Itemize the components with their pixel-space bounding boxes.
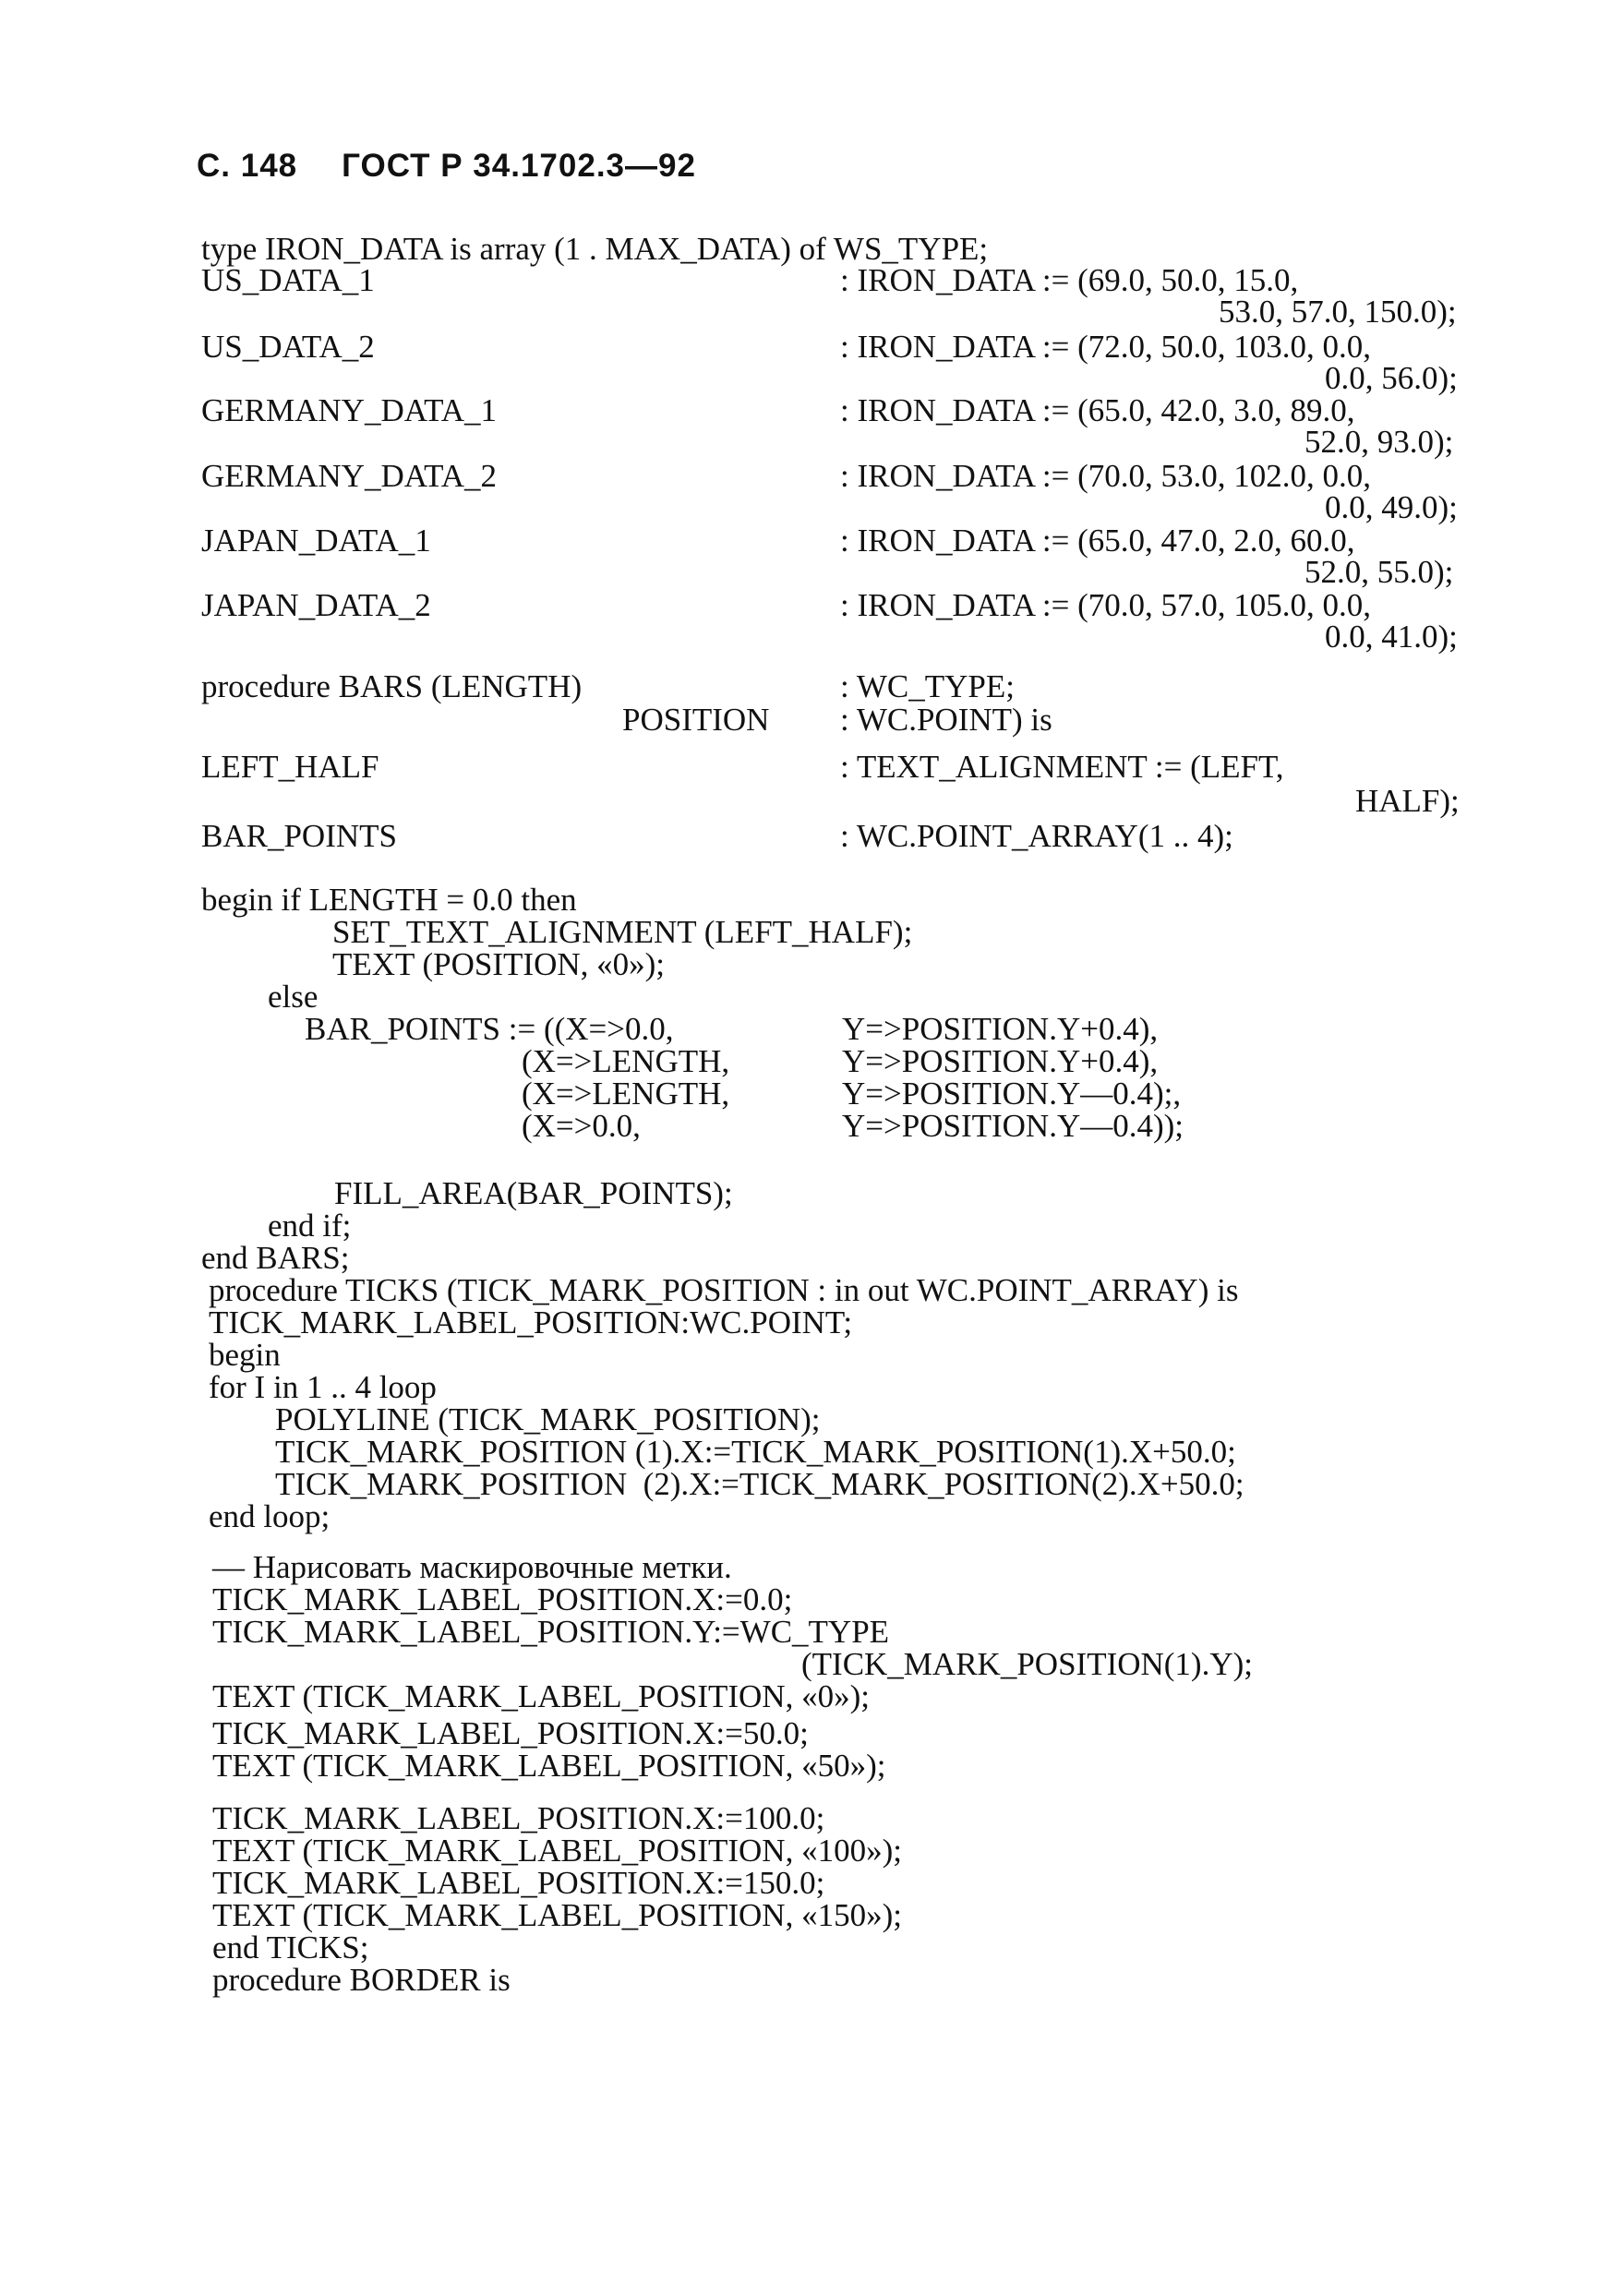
- code-line: HALF);: [1355, 783, 1460, 819]
- code-line: BAR_POINTS := ((X=>0.0,: [305, 1011, 674, 1047]
- code-comment: — Нарисовать маскировочные метки.: [212, 1549, 732, 1585]
- code-line: 52.0, 93.0);: [1304, 424, 1454, 460]
- code-line: end loop;: [209, 1498, 331, 1534]
- code-line: (X=>LENGTH,: [522, 1076, 730, 1112]
- code-line: (X=>LENGTH,: [522, 1043, 730, 1079]
- code-line: 53.0, 57.0, 150.0);: [1219, 294, 1457, 330]
- code-line: TICK_MARK_LABEL_POSITION.X:=0.0;: [212, 1581, 793, 1617]
- code-line: TICK_MARK_LABEL_POSITION.Y:=WC_TYPE: [212, 1614, 890, 1650]
- standard-designation: ГОСТ Р 34.1702.3—92: [342, 148, 696, 184]
- code-line: US_DATA_2: [201, 329, 375, 365]
- code-line: (X=>0.0,: [522, 1108, 641, 1144]
- code-line: TEXT (TICK_MARK_LABEL_POSITION, «0»);: [212, 1678, 870, 1714]
- code-line: begin: [209, 1337, 281, 1373]
- code-line: procedure BORDER is: [212, 1962, 511, 1998]
- code-line: TEXT (TICK_MARK_LABEL_POSITION, «150»);: [212, 1897, 902, 1933]
- code-line: : IRON_DATA := (70.0, 53.0, 102.0, 0.0,: [840, 458, 1371, 494]
- code-line: : IRON_DATA := (65.0, 42.0, 3.0, 89.0,: [840, 392, 1355, 428]
- code-line: end if;: [268, 1208, 352, 1244]
- code-line: procedure TICKS (TICK_MARK_POSITION : in out WC.POINT_ARRAY) is: [209, 1272, 1239, 1308]
- code-line: GERMANY_DATA_2: [201, 458, 497, 494]
- code-line: Y=>POSITION.Y—0.4);,: [842, 1076, 1182, 1112]
- code-line: Y=>POSITION.Y+0.4),: [842, 1043, 1159, 1079]
- code-line: : IRON_DATA := (72.0, 50.0, 103.0, 0.0,: [840, 329, 1371, 365]
- code-line: TICK_MARK_LABEL_POSITION.X:=50.0;: [212, 1715, 809, 1751]
- code-line: begin if LENGTH = 0.0 then: [201, 882, 577, 918]
- code-line: : IRON_DATA := (65.0, 47.0, 2.0, 60.0,: [840, 523, 1355, 559]
- code-line: TICK_MARK_POSITION (2).X:=TICK_MARK_POSITION(2).X+50.0;: [275, 1466, 1244, 1502]
- code-line: 0.0, 41.0);: [1325, 619, 1458, 655]
- code-line: GERMANY_DATA_1: [201, 392, 497, 428]
- code-line: 52.0, 55.0);: [1304, 554, 1454, 590]
- code-line: TEXT (POSITION, «0»);: [332, 946, 666, 982]
- code-line: SET_TEXT_ALIGNMENT (LEFT_HALF);: [332, 914, 913, 950]
- code-line: TEXT (TICK_MARK_LABEL_POSITION, «50»);: [212, 1748, 886, 1784]
- code-line: end TICKS;: [212, 1929, 369, 1965]
- page-number: С. 148: [197, 148, 298, 184]
- code-line: POLYLINE (TICK_MARK_POSITION);: [275, 1401, 821, 1437]
- code-line: : WC.POINT) is: [840, 702, 1052, 738]
- code-line: BAR_POINTS: [201, 818, 397, 854]
- code-line: TICK_MARK_LABEL_POSITION:WC.POINT;: [209, 1304, 853, 1340]
- code-line: POSITION: [622, 702, 770, 738]
- code-line: : IRON_DATA := (70.0, 57.0, 105.0, 0.0,: [840, 587, 1371, 623]
- code-line: (TICK_MARK_POSITION(1).Y);: [801, 1646, 1253, 1682]
- code-line: Y=>POSITION.Y+0.4),: [842, 1011, 1159, 1047]
- code-line: TICK_MARK_POSITION (1).X:=TICK_MARK_POSITION(1).X+50.0;: [275, 1434, 1236, 1470]
- code-line: end BARS;: [201, 1240, 350, 1276]
- code-line: else: [268, 979, 319, 1015]
- code-line: procedure BARS (LENGTH): [201, 668, 583, 704]
- code-line: : WC_TYPE;: [840, 668, 1015, 704]
- code-line: for I in 1 .. 4 loop: [209, 1369, 437, 1405]
- code-line: : WC.POINT_ARRAY(1 .. 4);: [840, 818, 1233, 854]
- code-line: 0.0, 56.0);: [1325, 360, 1458, 396]
- code-line: JAPAN_DATA_2: [201, 587, 431, 623]
- code-line: TICK_MARK_LABEL_POSITION.X:=100.0;: [212, 1800, 825, 1836]
- code-line: : TEXT_ALIGNMENT := (LEFT,: [840, 749, 1284, 785]
- code-line: TEXT (TICK_MARK_LABEL_POSITION, «100»);: [212, 1833, 902, 1869]
- code-line: 0.0, 49.0);: [1325, 489, 1458, 525]
- code-line: LEFT_HALF: [201, 749, 379, 785]
- code-line: FILL_AREA(BAR_POINTS);: [334, 1175, 733, 1211]
- code-line: JAPAN_DATA_1: [201, 523, 431, 559]
- code-line: : IRON_DATA := (69.0, 50.0, 15.0,: [840, 262, 1299, 298]
- page-header: [197, 148, 696, 185]
- code-line: US_DATA_1: [201, 262, 375, 298]
- code-line: type IRON_DATA is array (1 . MAX_DATA) of WS_TYPE;: [201, 231, 989, 267]
- code-line: Y=>POSITION.Y—0.4));: [842, 1108, 1184, 1144]
- code-line: TICK_MARK_LABEL_POSITION.X:=150.0;: [212, 1865, 825, 1901]
